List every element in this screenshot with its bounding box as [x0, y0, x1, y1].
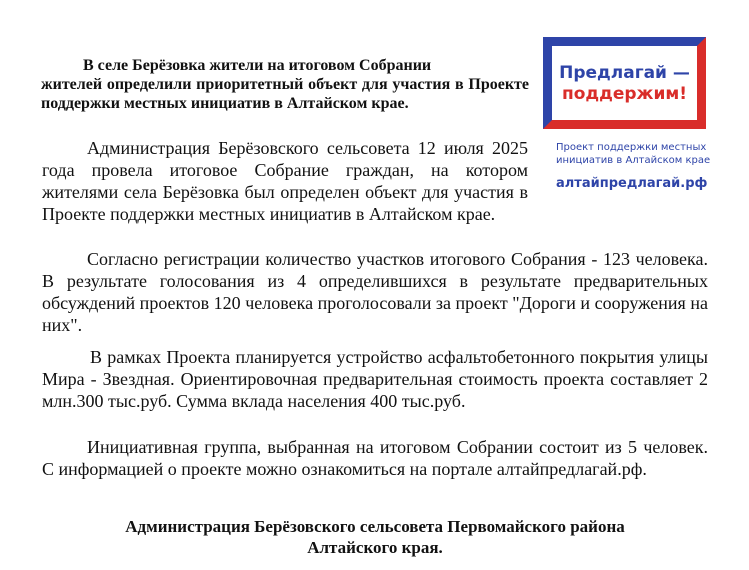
heading-line-2: жителей определили приоритетный объект для участия в Проекте поддержки местных инициатив в Алтайском крае. — [41, 76, 529, 112]
logo-slogan-line-1: Предлагай — — [559, 63, 690, 83]
paragraph-voting: Согласно регистрации количество участков итогового Собрания - 123 человека. В результате голосования из 4 определившихся в результате предварительных обсуждений проектов 120 человека проголосовали за проект "Дороги и сооружения на них". — [42, 249, 708, 335]
paragraph-project-cost: В рамках Проекта планируется устройство асфальтобетонного покрытия улицы Мира - Звездная. Ориентировочная предварительная стоимость проекта составляет 2 млн.300 тыс.руб. Сумма вклада населения 400 тыс.руб. — [42, 347, 708, 411]
logo-slogan-line-2: поддержим! — [561, 84, 688, 104]
paragraph-meeting: Администрация Берёзовского сельсовета 12 июля 2025 года провела итоговое Собрание граждан, на котором жителями села Берёзовка был определен объект для участия в Проекте поддержки местных инициатив в Алтайском крае. — [42, 138, 528, 224]
logo-site-link[interactable]: алтайпредлагай.рф — [556, 176, 708, 191]
signature-block — [40, 516, 710, 558]
article-heading — [41, 56, 529, 113]
heading-line-1: В селе Берёзовка жители на итоговом Собрании — [83, 57, 432, 74]
project-logo — [543, 37, 706, 129]
logo-caption: Проект поддержки местных инициатив в Алтайском крае — [556, 142, 711, 166]
signature-line-1: Администрация Берёзовского сельсовета Первомайского района — [125, 517, 625, 536]
paragraph-initiative-group: Инициативная группа, выбранная на итоговом Собрании состоит из 5 человек. С информацией о проекте можно ознакомиться на портале алтайпредлагай.рф. — [42, 437, 708, 479]
signature-line-2: Алтайского края. — [307, 538, 443, 557]
